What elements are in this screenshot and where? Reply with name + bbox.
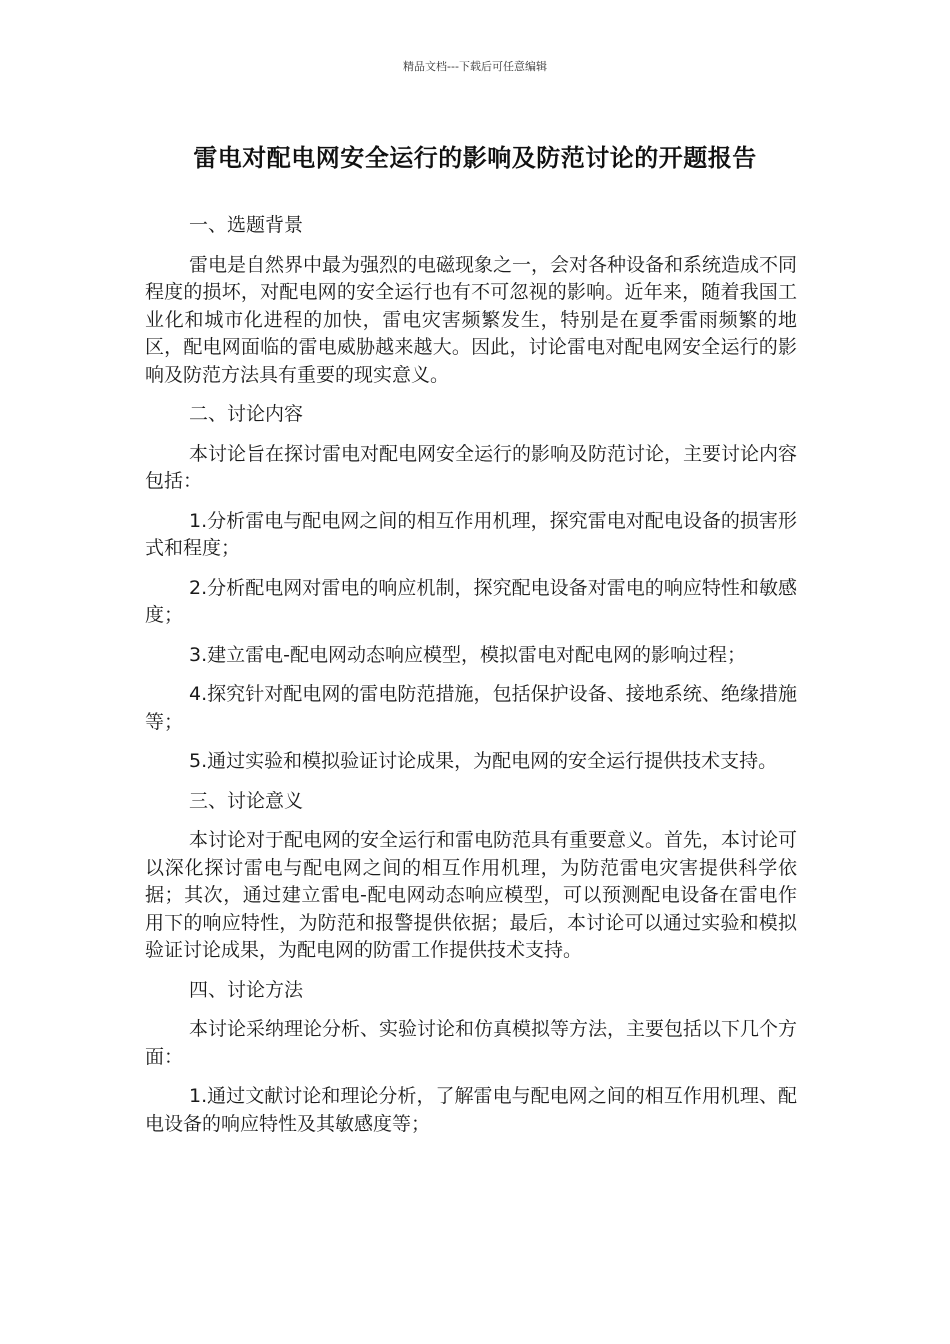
- document-body: [145, 212, 797, 1150]
- header-note: 精品文档---下载后可任意编辑: [403, 60, 547, 73]
- section-heading-method: 四、讨论方法: [189, 978, 304, 1001]
- paragraph-method-intro: 本讨论采纳理论分析、实验讨论和仿真模拟等方法，主要包括以下几个方面：: [145, 1018, 798, 1068]
- section-heading-background: 一、选题背景: [189, 214, 304, 236]
- section-heading-significance: 三、讨论意义: [189, 789, 304, 812]
- paragraph-content-intro: 本讨论旨在探讨雷电对配电网安全运行的影响及防范讨论，主要讨论内容包括：: [145, 442, 798, 492]
- list-item: 5.通过实验和模拟验证讨论成果，为配电网的安全运行提供技术支持。: [189, 750, 778, 772]
- paragraph-background: 雷电是自然界中最为强烈的电磁现象之一，会对各种设备和系统造成不同程度的损坏，对配电网的安全运行也有不可忽视的影响。近年来，随着我国工业化和城市化进程的加快，雷电灾害频繁发生，特别是在夏季雷雨频繁的地区，配电网面临的雷电威胁越来越大。因此，讨论雷电对配电网安全运行的影响及防范方法具有重要的现实意义。: [145, 253, 798, 386]
- section-heading-content: 二、讨论内容: [189, 403, 304, 425]
- document-title: 雷电对配电网安全运行的影响及防范讨论的开题报告: [193, 144, 757, 172]
- list-item: 3.建立雷电-配电网动态响应模型，模拟雷电对配电网的影响过程；: [189, 643, 746, 666]
- list-item: 2.分析配电网对雷电的响应机制，探究配电设备对雷电的响应特性和敏感度；: [145, 576, 797, 626]
- list-item: 4.探究针对配电网的雷电防范措施，包括保护设备、接地系统、绝缘措施等；: [145, 683, 797, 733]
- list-item: 1.分析雷电与配电网之间的相互作用机理，探究雷电对配电设备的损害形式和程度；: [145, 509, 797, 559]
- list-item: 1.通过文献讨论和理论分析，了解雷电与配电网之间的相互作用机理、配电设备的响应特性及其敏感度等；: [145, 1085, 797, 1135]
- paragraph-significance: 本讨论对于配电网的安全运行和雷电防范具有重要意义。首先，本讨论可以深化探讨雷电与配电网之间的相互作用机理，为防范雷电灾害提供科学依据；其次，通过建立雷电-配电网动态响应模型，可以预测配电设备在雷电作用下的响应特性，为防范和报警提供依据；最后，本讨论可以通过实验和模拟验证讨论成果，为配电网的防雷工作提供技术支持。: [145, 829, 798, 961]
